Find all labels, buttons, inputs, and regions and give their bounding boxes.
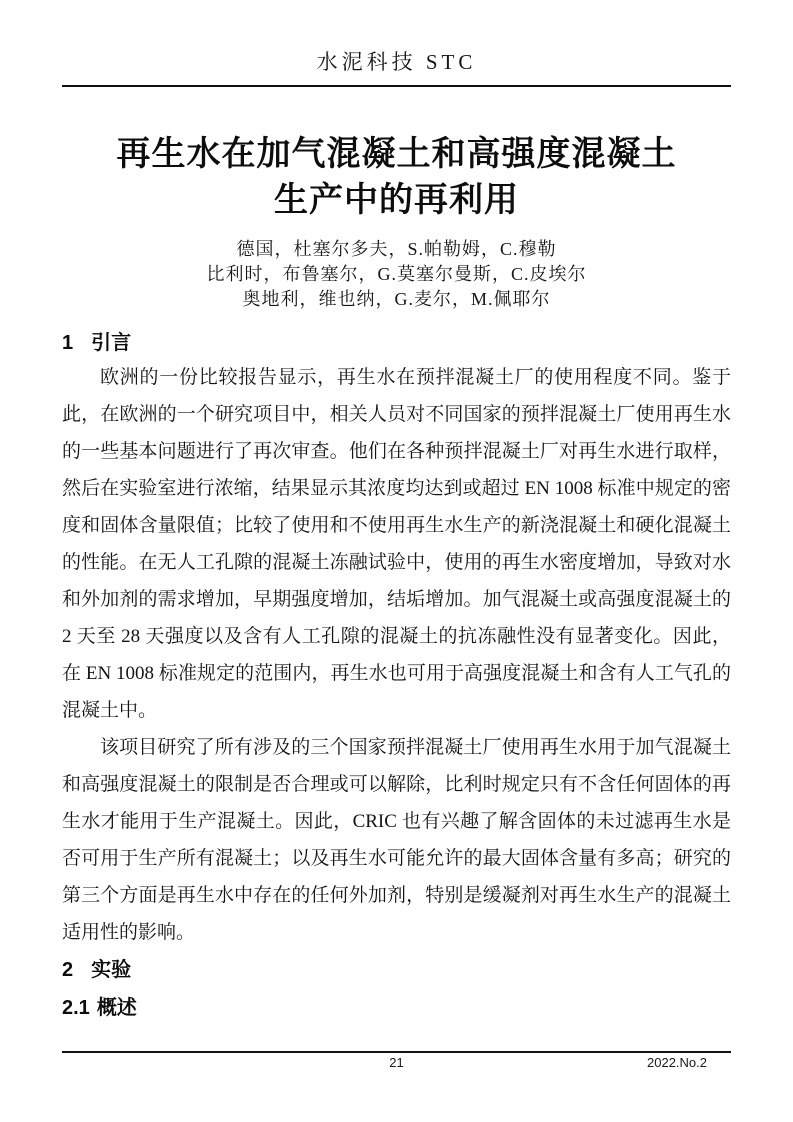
- introduction-body: [62, 359, 731, 951]
- section-title: 引言: [91, 332, 132, 354]
- journal-header: [62, 0, 731, 87]
- author-affiliations: [62, 237, 731, 312]
- body-paragraph-1: 欧洲的一份比较报告显示，再生水在预拌混凝土厂的使用程度不同。鉴于此，在欧洲的一个研究项目中，相关人员对不同国家的预拌混凝土厂使用再生水的一些基本问题进行了再次审查。他们在各种预拌混凝土厂对再生水进行取样，然后在实验室进行浓缩，结果显示其浓度均达到或超过 EN 1008 标准中规定的密度和固体含量限值；比较了使用和不使用再生水生产的新浇混凝土和硬化混凝土的性能。在无人工孔隙的混凝土冻融试验中，使用的再生水密度增加，导致对水和外加剂的需求增加，早期强度增加，结垢增加。加气混凝土或高强度混凝土的 2 天至 28 天强度以及含有人工孔隙的混凝土的抗冻融性没有显著变化。因此，在 EN 1008 标准规定的范围内，再生水也可用于高强度混凝土和含有人工气孔的混凝土中。: [62, 367, 731, 721]
- header-rule: [62, 85, 731, 87]
- page-number: 21: [389, 1055, 404, 1070]
- article-title: [62, 131, 731, 223]
- author-line-germany: 德国，杜塞尔多夫，S.帕勒姆，C.穆勒: [236, 239, 557, 259]
- subsection-heading-overview: [62, 995, 731, 1021]
- article-title-line-1: 再生水在加气混凝土和高强度混凝土: [116, 135, 677, 173]
- subsection-title: 概述: [96, 997, 137, 1019]
- author-line-austria: 奥地利，维也纳，G.麦尔，M.佩耶尔: [242, 289, 551, 309]
- article-title-line-2: 生产中的再利用: [274, 181, 519, 219]
- page-footer: [62, 1051, 731, 1073]
- author-line-belgium: 比利时，布鲁塞尔，G.莫塞尔曼斯，C.皮埃尔: [206, 264, 587, 284]
- section-experiment: [62, 957, 731, 1021]
- issue-label: 2022.No.2: [647, 1055, 707, 1070]
- section-heading-introduction: [62, 330, 731, 356]
- section-title: 实验: [91, 959, 132, 981]
- section-number: 1: [62, 332, 74, 354]
- section-introduction: [62, 330, 731, 951]
- section-number: 2: [62, 959, 74, 981]
- footer-row: [62, 1053, 731, 1073]
- journal-title: 水泥科技 STC: [316, 50, 477, 74]
- subsection-number: 2.1: [62, 997, 90, 1019]
- body-paragraph-2: 该项目研究了所有涉及的三个国家预拌混凝土厂使用再生水用于加气混凝土和高强度混凝土的限制是否合理或可以解除，比利时规定只有不含任何固体的再生水才能用于生产混凝土。因此，CRIC 也有兴趣了解含固体的未过滤再生水是否可用于生产所有混凝土；以及再生水可能允许的最大固体含量有多高；研究的第三个方面是再生水中存在的任何外加剂，特别是缓凝剂对再生水生产的混凝土适用性的影响。: [62, 737, 731, 943]
- section-heading-experiment: [62, 957, 731, 983]
